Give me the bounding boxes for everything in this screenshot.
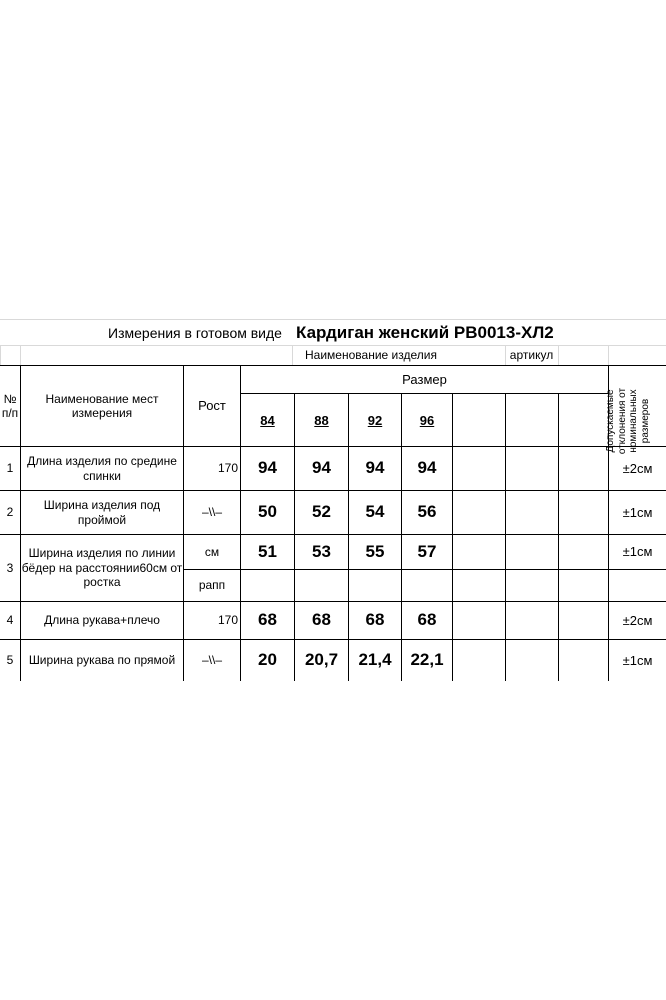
row-height: см <box>204 544 220 559</box>
row-place: Ширина рукава по прямой <box>28 653 176 668</box>
row-value-84: 20 <box>258 650 277 670</box>
row-value-92: 68 <box>365 610 385 630</box>
row-value-96: 22,1 <box>410 650 444 670</box>
size-header-96: 96 <box>419 412 435 428</box>
row-height: –\\– <box>201 653 222 668</box>
row-number: 4 <box>6 613 14 628</box>
place-column-header: Наименование мест измерения <box>45 391 159 420</box>
row-value-92: 94 <box>365 458 385 478</box>
row-height: –\\– <box>201 505 222 520</box>
tolerance-column-header: Допускаемые отклонения от номинальных размеров <box>605 387 651 455</box>
row-value-88: 94 <box>312 458 331 478</box>
row-place: Длина изделия по средине спинки <box>27 454 177 483</box>
size-header-84: 84 <box>260 412 275 428</box>
row-value-88: 20,7 <box>304 650 339 670</box>
number-column-header: № п/п <box>1 391 19 420</box>
product-name-label: Наименование изделия <box>305 348 437 363</box>
row-number: 5 <box>6 653 14 668</box>
row-value-96: 57 <box>417 541 437 561</box>
row-tolerance: ±2см <box>622 460 653 476</box>
row-place: Ширина изделия по линии бёдер на расстоянии60см от ростка <box>21 546 183 590</box>
row-value-84: 94 <box>258 458 277 478</box>
row-value-96: 94 <box>417 458 437 478</box>
article-label: артикул <box>509 348 554 363</box>
row-place: Ширина изделия под проймой <box>43 498 161 527</box>
row-height: 170 <box>217 613 238 628</box>
product-title: Кардиган женский РВ0013-ХЛ2 <box>296 322 554 342</box>
row-tolerance: ±1см <box>622 504 653 520</box>
row-height: 170 <box>217 461 238 476</box>
size-header-88: 88 <box>314 412 329 428</box>
row-value-96: 56 <box>417 502 437 522</box>
row-value-88: 52 <box>312 502 331 522</box>
row-value-84: 50 <box>258 502 277 522</box>
height-column-header: Рост <box>198 398 226 414</box>
row-value-96: 68 <box>417 610 437 630</box>
row-number: 1 <box>6 461 14 476</box>
row-value-92: 55 <box>365 541 385 561</box>
row-tolerance: ±1см <box>622 652 653 668</box>
row-number: 3 <box>6 560 14 575</box>
row-value-84: 68 <box>258 610 277 630</box>
row-value-88: 53 <box>312 541 331 561</box>
row-value-84: 51 <box>258 541 277 561</box>
row-tolerance: ±2см <box>622 612 653 628</box>
size-header-92: 92 <box>367 412 383 428</box>
sheet-title: Измерения в готовом виде <box>108 324 282 341</box>
row-value-88: 68 <box>312 610 331 630</box>
size-group-header: Размер <box>402 372 447 388</box>
row-value-92: 21,4 <box>358 650 392 670</box>
row-place: Длина рукава+плечо <box>44 613 160 628</box>
row-tolerance: ±1см <box>622 544 653 560</box>
row-number: 2 <box>6 505 14 520</box>
row-height-extra: рапп <box>198 578 226 593</box>
row-value-92: 54 <box>365 502 385 522</box>
